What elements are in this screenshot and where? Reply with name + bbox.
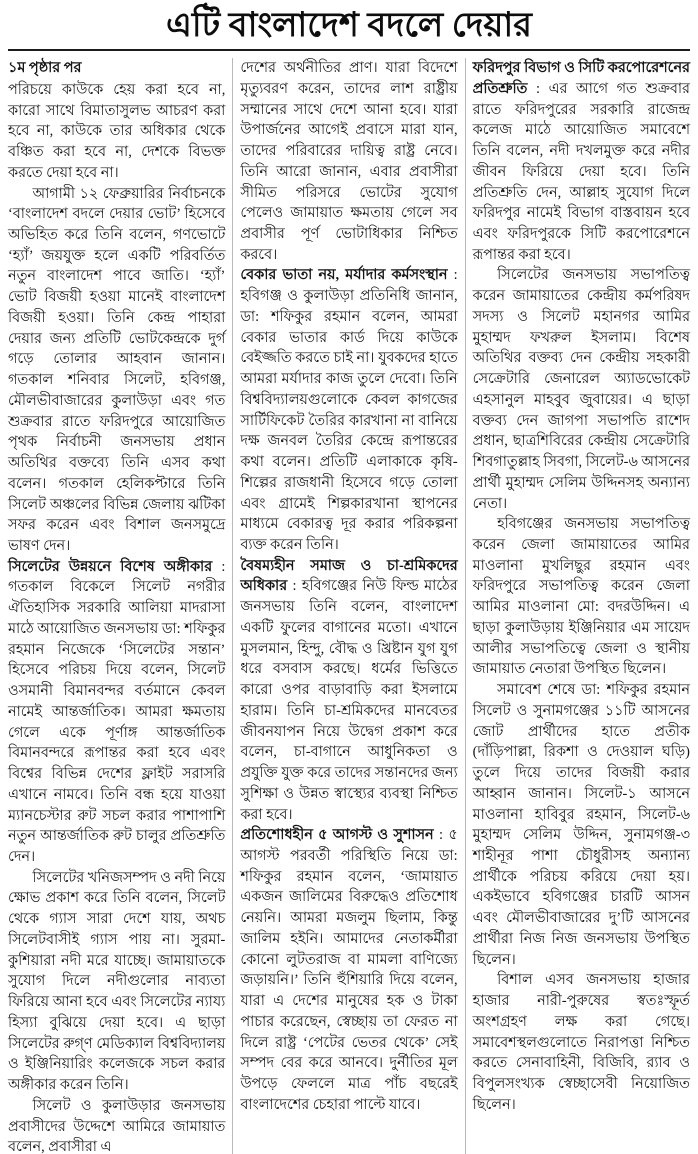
paragraph: ফরিদপুর বিভাগ ও সিটি করপোরেশনের প্রতিশ্রুতি : এর আগে গত শুক্রবার রাতে ফরিদপুরের সরকারি রাজেন্দ্র কলেজ মাঠে আয়োজিত সমাবেশে তিনি বলেন, নদী দখলমুক্ত করে নদীর জীবন ফিরিয়ে দেয়া হবে। তিনি প্রতিশ্রুতি দেন, আল্লাহ সুযোগ দিলে ফরিদপুর নামেই বিভাগ বাস্তবায়ন হবে এবং ফরিদপুরকে সিটি করপোরেশনে রূপান্তর করা হবে। bbox=[472, 60, 690, 263]
paragraph: সমাবেশ শেষে ডা: শফিকুর রহমান সিলেট ও সুনামগঞ্জের ১১টি আসনের জোট প্রার্থীদের হাতে প্রতীক (দাঁড়িপাল্লা, রিকশা ও দেওয়াল ঘড়ি) তুলে দিয়ে তাদের বিজয়ী করার আহ্বান জানান। সিলেট-১ আসনে মাওলানা হাবিবুর রহমান, সিলেট-৬ মুহাম্মদ সেলিম উদ্দিন, সুনামগঞ্জ-৩ শাহীনূর পাশা চৌধুরীসহ অন্যান্য প্রার্থীকে পরিচয় করিয়ে দেয়া হয়। একইভাবে হবিগঞ্জের চারটি আসন এবং মৌলভীবাজারের দু’টি আসনের প্রার্থীরা নিজ নিজ জনসভায় উপস্থিত ছিলেন। bbox=[472, 682, 690, 968]
article-column-1 bbox=[8, 58, 225, 1154]
paragraph: পরিচয়ে কাউকে হেয় করা হবে না, কারো সাথে বিমাতাসুলভ আচরণ করা হবে না, কাউকে তার অধিকার থেকে বঞ্চিত করা হবে না, দেশকে বিভক্ত করতে দেয়া হবে না। bbox=[8, 81, 226, 181]
paragraph: বৈষম্যহীন সমাজ ও চা-শ্রমিকদের অধিকার : হবিগঞ্জের নিউ ফিল্ড মাঠের জনসভায় তিনি বলেন, বাংলাদেশ একটি ফুলের বাগানের মতো। এখানে মুসলমান, হিন্দু, বৌদ্ধ ও খ্রিষ্টান যুগ যুগ ধরে বসবাস করছে। ধর্মের ভিত্তিতে কারো ওপর বাড়াবাড়ি করা ইসলামে হারাম। তিনি চা-শ্রমিকদের মানবেতর জীবনযাপন নিয়ে উদ্বেগ প্রকাশ করে বলেন, চা-বাগানে আধুনিকতা ও প্রযুক্তি যুক্ত করে তাদের সন্তানদের জন্য সুশিক্ষা ও উন্নত স্বাস্থ্যের ব্যবস্থা নিশ্চিত করা হবে। bbox=[240, 557, 458, 823]
section-subheading: সিলেটের উন্নয়নে বিশেষ অঙ্গীকার bbox=[8, 558, 222, 575]
paragraph: প্রতিশোধহীন ৫ আগস্ট ও সুশাসন : ৫ আগস্ট পরবর্তী পরিস্থিতি নিয়ে ডা: শফিকুর রহমান বলেন, ‘জামায়াত একজন জালিমের বিরুদ্ধেও প্রতিশোধ নেয়নি। আমরা মজলুম ছিলাম, কিন্তু জালিম হইনি। আমাদের নেতাকর্মীরা কোনো লুটতরাজ বা মামলা বাণিজ্যে জড়ায়নি।’ তিনি হুঁশিয়ারি দিয়ে বলেন, যারা এ দেশের মানুষের হক ও টাকা পাচার করেছেন, স্বেচ্ছায় তা ফেরত না দিলে রাষ্ট্র ‘পেটের ভেতর থেকে’ সেই সম্পদ বের করে আনবে। দুর্নীতির মূল উপড়ে ফেললে মাত্র পাঁচ বছরেই বাংলাদেশের চেহারা পাল্টে যাবে। bbox=[240, 827, 458, 1113]
section-subheading: বেকার ভাতা নয়, মর্যাদার কর্মসংস্থান bbox=[240, 267, 454, 284]
section-subheading: ফরিদপুর বিভাগ ও সিটি করপোরেশনের প্রতিশ্রুতি bbox=[472, 60, 690, 97]
section-subheading: প্রতিশোধহীন ৫ আগস্ট ও সুশাসন bbox=[240, 827, 439, 844]
paragraph: সিলেটের উন্নয়নে বিশেষ অঙ্গীকার : গতকাল বিকেলে সিলেট নগরীর ঐতিহাসিক সরকারি আলিয়া মাদরাসা মাঠে আয়োজিত জনসভায় ডা: শফিকুর রহমান নিজেকে ‘সিলেটের সন্তান’ হিসেবে পরিচয় দিয়ে বলেন, সিলেট ওসমানী বিমানবন্দর বর্তমানে কেবল নামেই আন্তর্জাতিক। আমরা ক্ষমতায় গেলে একে পূর্ণাঙ্গ আন্তর্জাতিক বিমানবন্দরে রূপান্তর করা হবে এবং বিশ্বের বিভিন্ন দেশের ফ্লাইট সরাসরি এখানে নামবে। তিনি বন্ধ হয়ে যাওয়া ম্যানচেস্টার রুট সচল করার পাশাপাশি নতুন আন্তর্জাতিক রুট চালুর প্রতিশ্রুতি দেন। bbox=[8, 558, 226, 865]
paragraph: বিশাল এসব জনসভায় হাজার হাজার নারী-পুরুষের স্বতঃস্ফূর্ত অংশগ্রহণ লক্ষ করা গেছে। সমাবেশস্থলগুলোতে নিরাপত্তা নিশ্চিত করতে সেনাবাহিনী, বিজিবি, র‍্যাব ও বিপুলসংখ্যক স্বেচ্ছাসেবী নিয়োজিত ছিলেন। bbox=[472, 972, 690, 1113]
paragraph: দেশের অর্থনীতির প্রাণ। যারা বিদেশে মৃত্যুবরণ করেন, তাদের লাশ রাষ্ট্রীয় সম্মানের সাথে দেশে আনা হবে। যারা উপার্জনের আগেই প্রবাসে মারা যান, তাদের পরিবারের দায়িত্ব রাষ্ট্র নেবে। তিনি আরো জানান, এবার প্রবাসীরা সীমিত পরিসরে ভোটের সুযোগ পেলেও জামায়াত ক্ষমতায় গেলে সব প্রবাসীর পূর্ণ ভোটাধিকার নিশ্চিত করবে। bbox=[240, 60, 458, 263]
column-divider bbox=[465, 58, 466, 1154]
paragraph: বেকার ভাতা নয়, মর্যাদার কর্মসংস্থান : হবিগঞ্জ ও কুলাউড়া প্রতিনিধি জানান, ডা: শফিকুর রহমান বলেন, আমরা বেকার ভাতার কার্ড দিয়ে কাউকে বেইজ্জতি করতে চাই না। যুবকদের হাতে আমরা মর্যাদার কাজ তুলে দেবো। তিনি বিশ্ববিদ্যালয়গুলোকে কেবল কাগজের সার্টিফিকেট তৈরির কারখানা না বানিয়ে দক্ষ জনবল তৈরির কেন্দ্রে রূপান্তরের কথা বলেন। প্রতিটি এলাকাকে কৃষি-শিল্পের রাজধানী হিসেবে গড়ে তোলা এবং গ্রামেই শিল্পকারখানা স্থাপনের মাধ্যমে বেকারত্ব দূর করার পরিকল্পনা ব্যক্ত করেন তিনি। bbox=[240, 267, 458, 553]
continuation-note: ১ম পৃষ্ঠার পর bbox=[8, 60, 82, 77]
article-column-2 bbox=[240, 58, 457, 1154]
article-column-3 bbox=[473, 58, 690, 1154]
article-headline: এটি বাংলাদেশ বদলে দেয়ার bbox=[166, 7, 532, 44]
headline-divider bbox=[8, 49, 690, 51]
paragraph: হবিগঞ্জের জনসভায় সভাপতিত্ব করেন জেলা জামায়াতের আমির মাওলানা মুখলিছুর রহমান এবং ফরিদপুরে সভাপতিত্ব করেন জেলা আমির মাওলানা মো: বদরউদ্দিন। এ ছাড়া কুলাউড়ায় ইঞ্জিনিয়ার এম সায়েদ আলীর সভাপতিত্বে জেলা ও স্থানীয় জামায়াত নেতারা উপস্থিত ছিলেন। bbox=[472, 516, 690, 678]
paragraph: সিলেট ও কুলাউড়ার জনসভায় প্রবাসীদের উদ্দেশে আমিরে জামায়াত বলেন, প্রবাসীরা এ bbox=[8, 1097, 226, 1154]
article-columns bbox=[8, 58, 690, 1154]
paragraph: সিলেটের খনিজসম্পদ ও নদী নিয়ে ক্ষোভ প্রকাশ করে তিনি বলেন, সিলেট থেকে গ্যাস সারা দেশে যায়, অথচ সিলেটবাসীই গ্যাস পায় না। সুরমা-কুশিয়ারা নদী মরে যাচ্ছে। জামায়াতকে সুযোগ দিলে নদীগুলোর নাব্যতা ফিরিয়ে আনা হবে এবং সিলেটের ন্যায্য হিস্যা বুঝিয়ে দেয়া হবে। এ ছাড়া সিলেটের রুগ্ণ মেডিক্যাল বিশ্ববিদ্যালয় ও ইঞ্জিনিয়ারিং কলেজকে সচল করার অঙ্গীকার করেন তিনি। bbox=[8, 869, 226, 1094]
section-subheading: বৈষম্যহীন সমাজ ও চা-শ্রমিকদের অধিকার bbox=[240, 557, 458, 595]
column-divider bbox=[232, 58, 233, 1154]
paragraph: সিলেটের জনসভায় সভাপতিত্ব করেন জামায়াতের কেন্দ্রীয় কর্মপরিষদ সদস্য ও সিলেট মহানগর আমির মুহাম্মদ ফখরুল ইসলাম। বিশেষ অতিথির বক্তব্য দেন কেন্দ্রীয় সহকারী সেক্রেটারি জেনারেল অ্যাডভোকেট এহসানুল মাহবুব জুবায়ের। এ ছাড়া বক্তব্য দেন জাগপা সভাপতি রাশেদ প্রধান, ছাত্রশিবিরের কেন্দ্রীয় সেক্রেটারি শিবগাতুল্লাহ সিবগা, সিলেট-৬ আসনের প্রার্থী মুহাম্মদ সেলিম উদ্দিনসহ অন্যান্য নেতা। bbox=[472, 267, 690, 512]
paragraph: আগামী ১২ ফেব্রুয়ারির নির্বাচনকে ‘বাংলাদেশ বদলে দেয়ার ভোট’ হিসেবে অভিহিত করে তিনি বলেন, গণভোটে ‘হ্যাঁ’ জয়যুক্ত হলে একটি পরিবর্তিত নতুন বাংলাদেশ পাবে জাতি। ‘হ্যাঁ’ ভোট বিজয়ী হওয়া মানেই বাংলাদেশ বিজয়ী হওয়া। তিনি কেন্দ্র পাহারা দেয়ার জন্য প্রতিটি ভোটকেন্দ্রকে দুর্গ গড়ে তোলার আহবান জানান। গতকাল শনিবার সিলেট, হবিগঞ্জ, মৌলভীবাজারের কুলাউড়া এবং গত শুক্রবার রাতে ফরিদপুরে আয়োজিত পৃথক নির্বাচনী জনসভায় প্রধান অতিথির বক্তব্যে তিনি এসব কথা বলেন। গতকাল হেলিকপ্টারে তিনি সিলেট অঞ্চলের বিভিন্ন জেলায় ঝটিকা সফর করেন এবং বিশাল জনসমুদ্রে ভাষণ দেন। bbox=[8, 185, 226, 554]
